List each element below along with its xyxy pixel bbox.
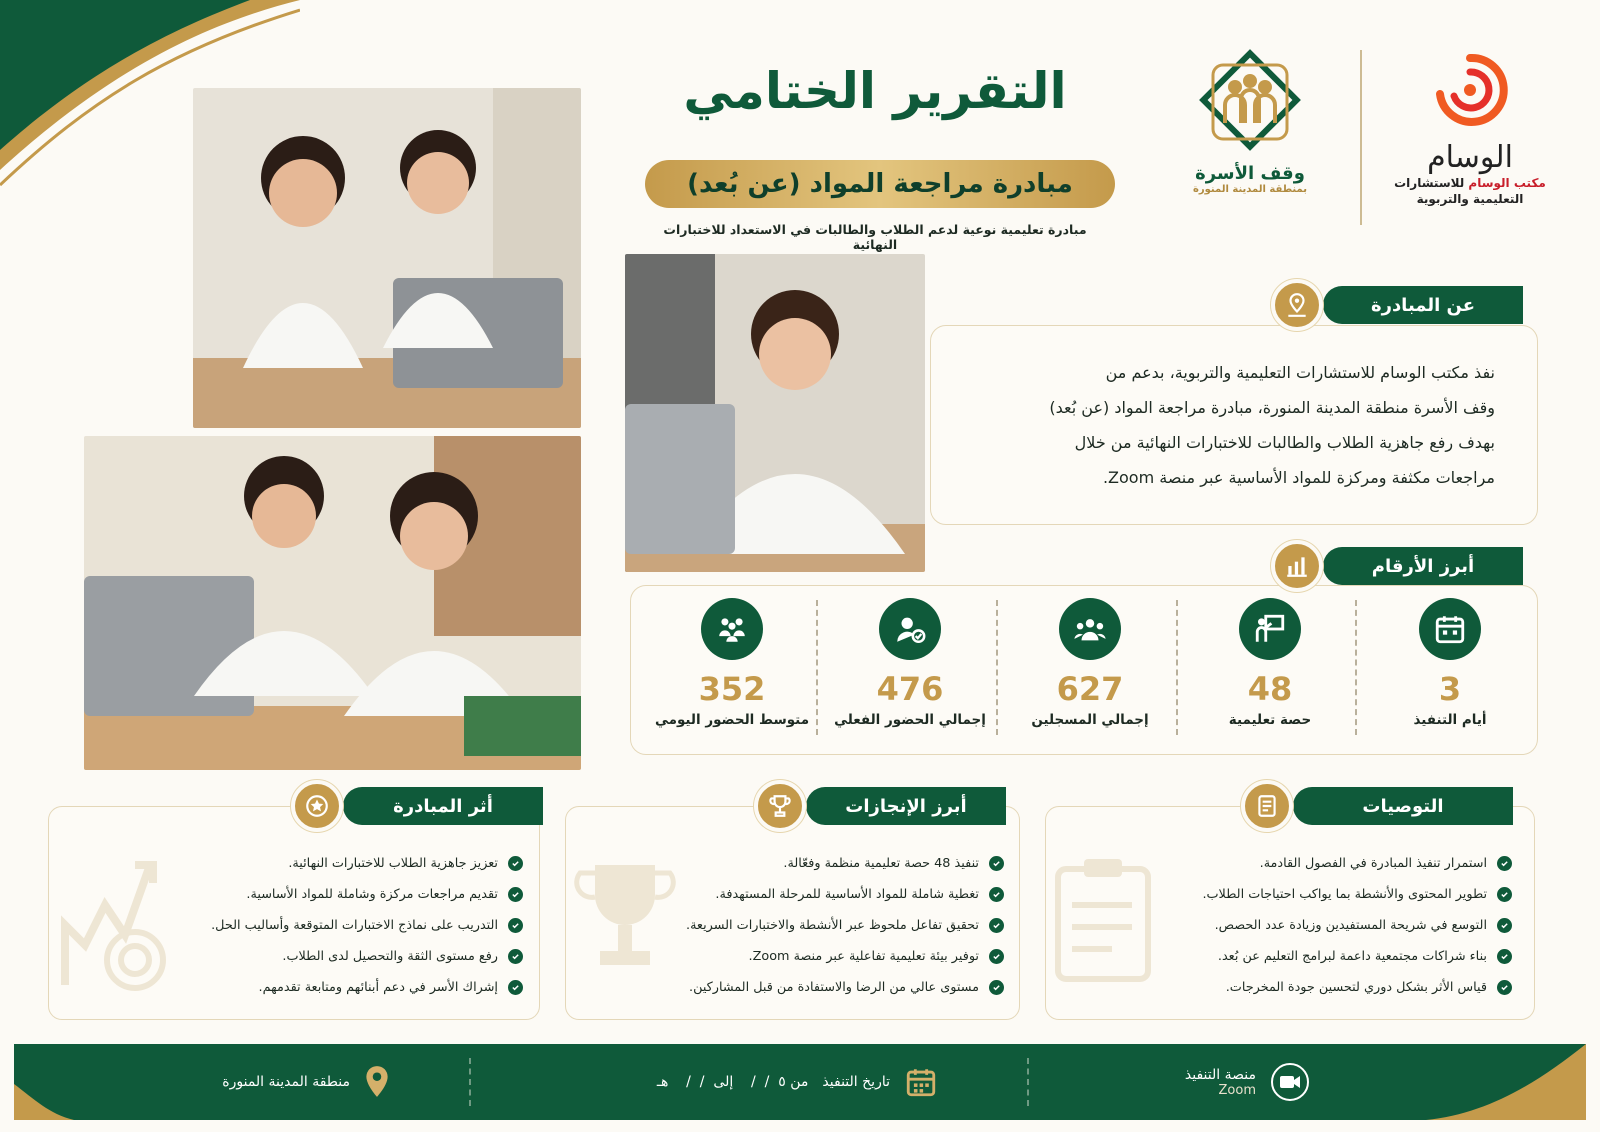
list-item-text: قياس الأثر بشكل دوري لتحسين جودة المخرجات. bbox=[1225, 980, 1487, 995]
stat-divider bbox=[1355, 600, 1357, 735]
about-line: نفذ مكتب الوسام للاستشارات التعليمية والتربوية، بدعم من bbox=[1105, 363, 1495, 382]
check-icon bbox=[508, 856, 523, 871]
list-item bbox=[584, 972, 1004, 1003]
numbers-heading-label: أبرز الأرقام bbox=[1323, 547, 1523, 585]
initiative-tagline: مبادرة تعليمية نوعية لدعم الطلاب والطالبات في الاستعداد للاختبارات النهائية bbox=[663, 222, 1087, 252]
wisam-educational-text: التعليمية والتربوية bbox=[1416, 192, 1524, 206]
check-icon bbox=[989, 856, 1004, 871]
achievements-list bbox=[584, 848, 1004, 1003]
list-item-text: رفع مستوى الثقة والتحصيل لدى الطلاب. bbox=[282, 949, 498, 964]
list-item bbox=[1072, 941, 1512, 972]
checklist-icon bbox=[1241, 780, 1293, 832]
recommendations-heading-label: التوصيات bbox=[1293, 787, 1513, 825]
list-item-text: تطوير المحتوى والأنشطة بما يواكب احتياجات الطلاب. bbox=[1202, 887, 1487, 902]
stat-divider bbox=[816, 600, 818, 735]
about-line: بهدف رفع جاهزية الطلاب والطالبات للاختبارات النهائية من خلال bbox=[1074, 433, 1495, 452]
wisam-logo bbox=[1390, 50, 1550, 207]
footer-platform-label: منصة التنفيذ bbox=[1184, 1066, 1256, 1083]
students-photo-1 bbox=[193, 88, 581, 428]
stat-value: 3 bbox=[1438, 670, 1462, 708]
list-item bbox=[584, 848, 1004, 879]
waqf-logo bbox=[1180, 45, 1320, 195]
map-pin-icon bbox=[1271, 279, 1323, 331]
stat-label: إجمالي الحضور الفعلي bbox=[834, 712, 986, 728]
check-icon bbox=[508, 980, 523, 995]
page-title: التقرير الختامي bbox=[683, 62, 1067, 120]
group-icon bbox=[1059, 598, 1121, 660]
check-icon bbox=[989, 949, 1004, 964]
about-heading-label: عن المبادرة bbox=[1323, 286, 1523, 324]
impact-heading bbox=[305, 786, 543, 826]
stat-divider bbox=[996, 600, 998, 735]
calendar-icon bbox=[1419, 598, 1481, 660]
recommendations-list bbox=[1072, 848, 1512, 1003]
check-icon bbox=[508, 918, 523, 933]
list-item-text: تغطية شاملة للمواد الأساسية للمرحلة المستهدفة. bbox=[715, 887, 979, 902]
about-heading bbox=[1285, 285, 1523, 325]
stat-registered bbox=[1010, 598, 1170, 728]
wisam-logo-caption bbox=[1390, 175, 1550, 207]
footer-date-label: تاريخ التنفيذ bbox=[822, 1074, 890, 1090]
waqf-logo-sub: بمنطقة المدينة المنورة bbox=[1193, 184, 1307, 195]
check-icon bbox=[989, 918, 1004, 933]
list-item-text: استمرار تنفيذ المبادرة في الفصول القادمة. bbox=[1259, 856, 1487, 871]
stat-value: 476 bbox=[876, 670, 944, 708]
footer-divider bbox=[469, 1058, 471, 1106]
recommendations-heading bbox=[1255, 786, 1513, 826]
stat-value: 352 bbox=[698, 670, 766, 708]
list-item-text: التوسع في شريحة المستفيدين وزيادة عدد الحصص. bbox=[1214, 918, 1487, 933]
list-item-text: إشراك الأسر في دعم أبنائهم ومتابعة تقدمهم. bbox=[258, 980, 498, 995]
footer-date-value: من ٥ / / إلى / / هـ bbox=[656, 1074, 809, 1090]
achievements-heading bbox=[768, 786, 1006, 826]
list-item bbox=[1072, 910, 1512, 941]
check-icon bbox=[989, 980, 1004, 995]
list-item-text: تعزيز جاهزية الطلاب للاختبارات النهائية. bbox=[288, 856, 498, 871]
list-item-text: التدريب على نماذج الاختبارات المتوقعة وأساليب الحل. bbox=[211, 918, 498, 933]
impact-heading-label: أثر المبادرة bbox=[343, 787, 543, 825]
list-item bbox=[83, 848, 523, 879]
wisam-consult-text: للاستشارات bbox=[1394, 176, 1469, 190]
footer-location bbox=[222, 1054, 390, 1110]
list-item-text: تقديم مراجعات مركزة وشاملة للمواد الأساسية. bbox=[246, 887, 498, 902]
footer-platform-value: Zoom bbox=[1218, 1082, 1256, 1098]
list-item bbox=[584, 879, 1004, 910]
list-item bbox=[1072, 848, 1512, 879]
list-item bbox=[584, 941, 1004, 972]
check-icon bbox=[508, 949, 523, 964]
list-item bbox=[83, 910, 523, 941]
stat-value: 48 bbox=[1247, 670, 1293, 708]
logo-divider bbox=[1360, 50, 1362, 225]
star-badge-icon bbox=[291, 780, 343, 832]
stat-label: متوسط الحضور اليومي bbox=[654, 712, 810, 728]
footer-gold-accent bbox=[1386, 1044, 1586, 1120]
check-icon bbox=[1497, 918, 1512, 933]
waqf-family-icon bbox=[1195, 45, 1305, 155]
footer-platform-text bbox=[1185, 1067, 1256, 1098]
check-icon bbox=[1497, 887, 1512, 902]
location-pin-icon bbox=[364, 1065, 390, 1099]
user-check-icon bbox=[879, 598, 941, 660]
stat-divider bbox=[1176, 600, 1178, 735]
footer-date bbox=[657, 1054, 938, 1110]
stat-daily-average bbox=[652, 598, 812, 728]
footer-location-text: منطقة المدينة المنورة bbox=[222, 1074, 350, 1090]
video-camera-icon bbox=[1270, 1062, 1310, 1102]
numbers-heading bbox=[1285, 546, 1523, 586]
achievements-heading-label: أبرز الإنجازات bbox=[806, 787, 1006, 825]
footer-gold-accent-left bbox=[14, 1044, 74, 1120]
list-item bbox=[1072, 879, 1512, 910]
list-item-text: تحقيق تفاعل ملحوظ عبر الأنشطة والاختبارات السريعة. bbox=[686, 918, 979, 933]
list-item bbox=[83, 879, 523, 910]
list-item-text: توفير بيئة تعليمية تفاعلية عبر منصة Zoom. bbox=[748, 949, 979, 964]
footer-divider bbox=[1027, 1058, 1029, 1106]
wisam-office-name: مكتب الوسام bbox=[1468, 176, 1546, 190]
stat-label: إجمالي المسجلين bbox=[1031, 712, 1149, 728]
students-icon bbox=[701, 598, 763, 660]
student-photo-3 bbox=[625, 254, 925, 572]
waqf-logo-name: وقف الأسرة bbox=[1195, 163, 1305, 184]
trophy-icon bbox=[754, 780, 806, 832]
calendar-icon bbox=[904, 1065, 938, 1099]
check-icon bbox=[508, 887, 523, 902]
stat-label: أيام التنفيذ bbox=[1413, 712, 1487, 728]
list-item bbox=[83, 941, 523, 972]
stat-sessions bbox=[1190, 598, 1350, 728]
check-icon bbox=[989, 887, 1004, 902]
footer-platform bbox=[1185, 1054, 1310, 1110]
bar-chart-icon bbox=[1271, 540, 1323, 592]
list-item bbox=[1072, 972, 1512, 1003]
stat-label: حصة تعليمية bbox=[1228, 712, 1312, 728]
impact-list bbox=[83, 848, 523, 1003]
list-item bbox=[83, 972, 523, 1003]
wisam-spiral-icon bbox=[1430, 50, 1510, 130]
check-icon bbox=[1497, 949, 1512, 964]
list-item-text: تنفيذ 48 حصة تعليمية منظمة وفعّالة. bbox=[783, 856, 979, 871]
about-line: مراجعات مكثفة ومركزة للمواد الأساسية عبر منصة Zoom. bbox=[1102, 468, 1495, 487]
initiative-subtitle: مبادرة مراجعة المواد (عن بُعد) bbox=[645, 160, 1115, 208]
list-item bbox=[584, 910, 1004, 941]
list-item-text: مستوى عالي من الرضا والاستفادة من قبل المشاركين. bbox=[689, 980, 979, 995]
check-icon bbox=[1497, 980, 1512, 995]
list-item-text: بناء شراكات مجتمعية داعمة لبرامج التعليم عن بُعد. bbox=[1217, 949, 1487, 964]
wisam-logo-name: الوسام bbox=[1427, 140, 1513, 175]
about-text bbox=[955, 355, 1495, 495]
stat-attendance bbox=[830, 598, 990, 728]
students-photo-2 bbox=[84, 436, 581, 770]
stat-value: 627 bbox=[1056, 670, 1124, 708]
about-line: وقف الأسرة منطقة المدينة المنورة، مبادرة مراجعة المواد (عن بُعد) bbox=[1049, 398, 1495, 417]
teacher-board-icon bbox=[1239, 598, 1301, 660]
check-icon bbox=[1497, 856, 1512, 871]
stat-days bbox=[1370, 598, 1530, 728]
